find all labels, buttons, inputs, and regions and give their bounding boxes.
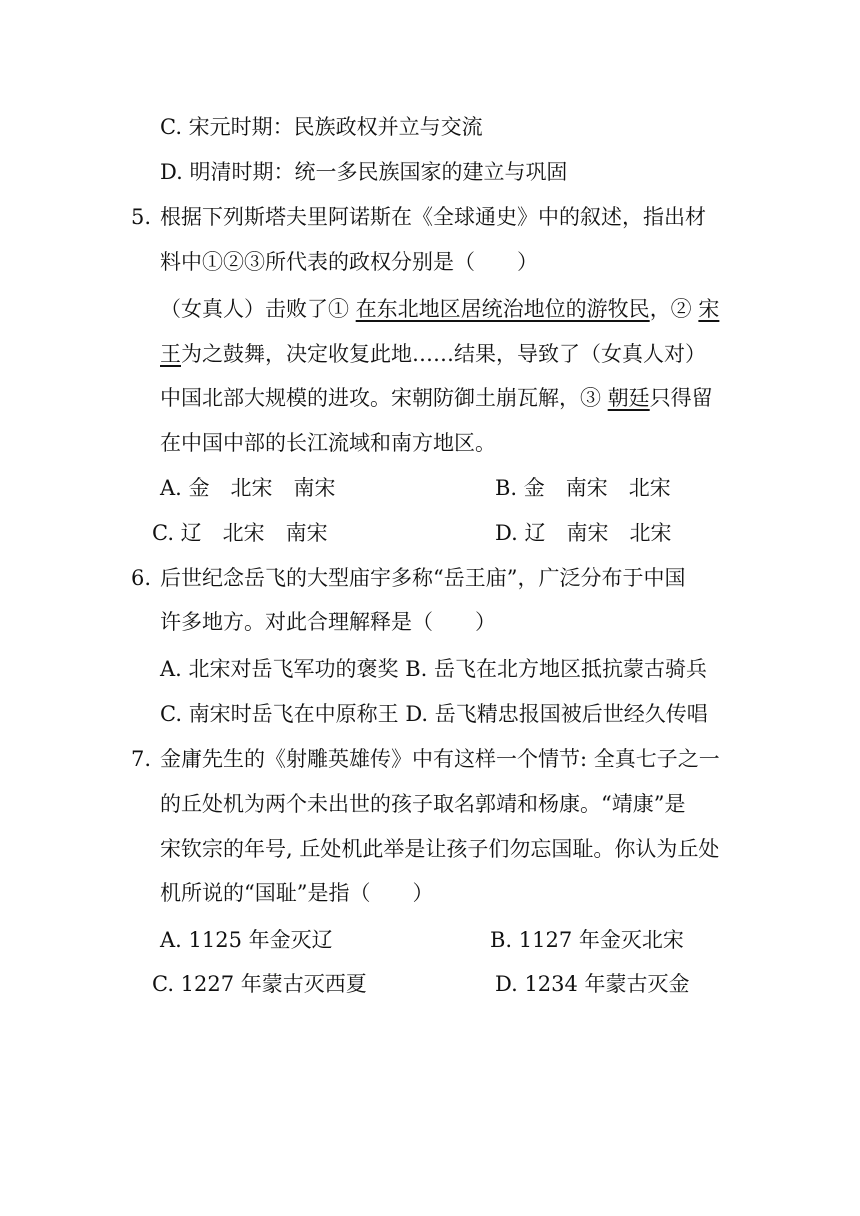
q5-material-text: 只得留 [649, 386, 713, 410]
q5-material-text: 为之鼓舞，决定收复此地……结果，导致了（女真人对） [181, 342, 706, 366]
q5-number: 5. [131, 205, 152, 229]
q5-material-text: 中国北部大规模的进攻。宋朝防御土崩瓦解，③ [160, 386, 601, 410]
q7-stem-line4: 机所说的“国耻”是指（ ） [160, 881, 434, 905]
q5-option-c: C. 辽 北宋 南宋 [152, 521, 328, 545]
q5-option-d: D. 辽 南宋 北宋 [495, 521, 672, 545]
q5-material-text: ，② [649, 297, 692, 321]
q6-number: 6. [131, 566, 152, 590]
q4-option-d: D. 明清时期：统一多民族国家的建立与巩固 [160, 160, 568, 184]
q6-options-line1: A. 北宋对岳飞军功的褒奖 B. 岳飞在北方地区抵抗蒙古骑兵 [160, 657, 707, 681]
q7-option-b: B. 1127 年金灭北宋 [490, 928, 684, 952]
q6-stem-line2: 许多地方。对此合理解释是（ ） [160, 610, 496, 634]
q5-option-a: A. 金 北宋 南宋 [160, 476, 336, 500]
q5-stem-line1: 根据下列斯塔夫里阿诺斯在《全球通史》中的叙述，指出材 [160, 205, 706, 229]
q7-option-a: A. 1125 年金灭辽 [160, 928, 333, 952]
q5-material-underline-1: 在东北地区居统治地位的游牧民 [355, 297, 650, 321]
q6-stem-line1: 后世纪念岳飞的大型庙宇多称“岳王庙”，广泛分布于中国 [160, 566, 686, 590]
q5-stem-line2: 料中①②③所代表的政权分别是（ ） [160, 250, 538, 274]
q7-stem-line2: 的丘处机为两个未出世的孩子取名郭靖和杨康。“靖康”是 [160, 792, 686, 816]
q5-material-line3 [160, 383, 713, 413]
q5-material-text: （女真人）击败了① [160, 297, 349, 321]
q5-material-underline-3: 朝廷 [607, 386, 650, 410]
q7-stem-line1: 金庸先生的《射雕英雄传》中有这样一个情节: 全真七子之一 [160, 747, 720, 771]
q4-option-c: C. 宋元时期：民族政权并立与交流 [160, 115, 483, 139]
q5-material-line1 [160, 294, 719, 324]
q5-material-line2 [160, 339, 706, 369]
q7-stem-line3: 宋钦宗的年号, 丘处机此举是让孩子们勿忘国耻。你认为丘处 [160, 837, 720, 861]
q5-material-line4: 在中国中部的长江流域和南方地区。 [160, 431, 496, 455]
q6-options-line2: C. 南宋时岳飞在中原称王 D. 岳飞精忠报国被后世经久传唱 [160, 702, 708, 726]
q5-option-b: B. 金 南宋 北宋 [495, 476, 671, 500]
q7-number: 7. [131, 747, 152, 771]
q7-option-c: C. 1227 年蒙古灭西夏 [152, 972, 367, 996]
q7-option-d: D. 1234 年蒙古灭金 [495, 972, 690, 996]
q5-material-underline-2b: 王 [160, 342, 181, 366]
q5-material-underline-2: 宋 [698, 297, 720, 321]
